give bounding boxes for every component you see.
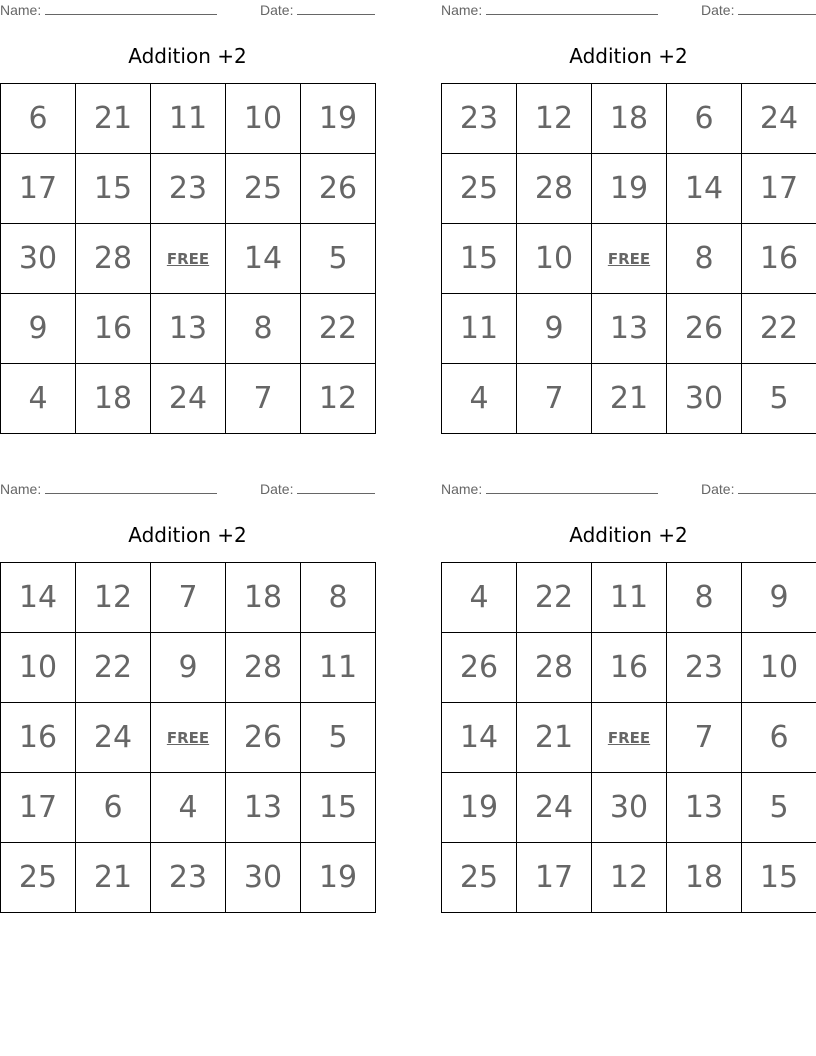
name-label: Name:	[0, 481, 42, 497]
grid-cell: 4	[151, 773, 226, 843]
grid-cell: 19	[301, 843, 376, 913]
grid-cell: 8	[667, 563, 742, 633]
grid-cell: 11	[442, 294, 517, 364]
grid-cell: 12	[592, 843, 667, 913]
grid-cell: 17	[742, 154, 816, 224]
grid-row	[442, 633, 816, 703]
grid-cell: 4	[442, 364, 517, 434]
grid-row	[1, 294, 376, 364]
grid-cell: 19	[592, 154, 667, 224]
grid-cell: 24	[742, 84, 816, 154]
grid-cell: 26	[301, 154, 376, 224]
grid-cell: 15	[301, 773, 376, 843]
grid-cell: 24	[517, 773, 592, 843]
grid-cell: 13	[151, 294, 226, 364]
grid-row	[442, 224, 816, 294]
name-label: Name:	[441, 2, 483, 18]
grid-cell: 6	[1, 84, 76, 154]
grid-cell: 30	[592, 773, 667, 843]
date-label: Date:	[260, 2, 294, 18]
grid-cell: 11	[151, 84, 226, 154]
name-field[interactable]	[0, 2, 217, 18]
grid-cell: 8	[667, 224, 742, 294]
grid-cell: 18	[76, 364, 151, 434]
grid-cell: 5	[742, 364, 816, 434]
grid-row	[1, 773, 376, 843]
grid-cell: 17	[517, 843, 592, 913]
grid-cell: 19	[442, 773, 517, 843]
grid-cell: 14	[442, 703, 517, 773]
date-blank-line	[297, 2, 375, 15]
grid-cell: 30	[226, 843, 301, 913]
grid-row	[442, 563, 816, 633]
grid-row	[442, 84, 816, 154]
grid-cell: 5	[301, 224, 376, 294]
grid-cell: 8	[226, 294, 301, 364]
name-date-header	[441, 481, 816, 499]
free-space-cell: FREE	[151, 224, 226, 294]
date-field[interactable]	[701, 2, 816, 18]
grid-cell: 7	[151, 563, 226, 633]
grid-cell: 9	[742, 563, 816, 633]
grid-cell: 7	[667, 703, 742, 773]
grid-cell: 14	[226, 224, 301, 294]
name-date-header	[441, 2, 816, 20]
date-field[interactable]	[260, 2, 375, 18]
bingo-card	[0, 0, 375, 432]
bingo-grid	[441, 562, 816, 913]
name-date-header	[0, 2, 375, 20]
grid-cell: 21	[592, 364, 667, 434]
grid-cell: 25	[442, 154, 517, 224]
card-title: Addition +2	[128, 44, 247, 68]
name-field[interactable]	[441, 481, 658, 497]
date-blank-line	[297, 481, 375, 494]
grid-cell: 22	[76, 633, 151, 703]
bingo-card	[441, 479, 816, 911]
name-blank-line	[486, 481, 658, 494]
grid-cell: 28	[226, 633, 301, 703]
free-space-cell: FREE	[151, 703, 226, 773]
bingo-card	[441, 0, 816, 432]
free-space-cell: FREE	[592, 224, 667, 294]
grid-cell: 17	[1, 154, 76, 224]
grid-cell: 26	[226, 703, 301, 773]
grid-cell: 25	[226, 154, 301, 224]
grid-cell: 9	[151, 633, 226, 703]
grid-cell: 15	[742, 843, 816, 913]
grid-cell: 10	[1, 633, 76, 703]
grid-cell: 11	[592, 563, 667, 633]
name-blank-line	[45, 2, 217, 15]
grid-cell: 23	[442, 84, 517, 154]
date-blank-line	[738, 481, 816, 494]
grid-cell: 30	[1, 224, 76, 294]
grid-cell: 21	[76, 843, 151, 913]
name-field[interactable]	[441, 2, 658, 18]
grid-row	[442, 843, 816, 913]
grid-cell: 15	[442, 224, 517, 294]
grid-cell: 4	[1, 364, 76, 434]
grid-row	[442, 703, 816, 773]
grid-cell: 12	[517, 84, 592, 154]
grid-row	[1, 563, 376, 633]
grid-cell: 13	[592, 294, 667, 364]
grid-cell: 10	[226, 84, 301, 154]
grid-row	[1, 84, 376, 154]
grid-row	[1, 633, 376, 703]
grid-cell: 16	[592, 633, 667, 703]
date-field[interactable]	[260, 481, 375, 497]
grid-cell: 19	[301, 84, 376, 154]
grid-cell: 15	[76, 154, 151, 224]
grid-cell: 7	[226, 364, 301, 434]
grid-cell: 26	[442, 633, 517, 703]
name-date-header	[0, 481, 375, 499]
grid-cell: 5	[301, 703, 376, 773]
grid-cell: 9	[1, 294, 76, 364]
grid-cell: 28	[517, 154, 592, 224]
grid-cell: 10	[517, 224, 592, 294]
card-title: Addition +2	[569, 44, 688, 68]
grid-cell: 18	[592, 84, 667, 154]
grid-cell: 23	[151, 843, 226, 913]
grid-cell: 25	[1, 843, 76, 913]
grid-cell: 6	[742, 703, 816, 773]
grid-cell: 25	[442, 843, 517, 913]
date-label: Date:	[701, 2, 735, 18]
grid-cell: 13	[226, 773, 301, 843]
grid-cell: 5	[742, 773, 816, 843]
grid-cell: 28	[76, 224, 151, 294]
card-title: Addition +2	[569, 523, 688, 547]
bingo-card	[0, 479, 375, 911]
grid-cell: 18	[667, 843, 742, 913]
grid-cell: 12	[76, 563, 151, 633]
grid-cell: 24	[151, 364, 226, 434]
date-field[interactable]	[701, 481, 816, 497]
grid-row	[1, 843, 376, 913]
grid-cell: 23	[667, 633, 742, 703]
grid-cell: 10	[742, 633, 816, 703]
grid-cell: 8	[301, 563, 376, 633]
free-space-cell: FREE	[592, 703, 667, 773]
grid-row	[442, 154, 816, 224]
grid-cell: 16	[1, 703, 76, 773]
name-blank-line	[45, 481, 217, 494]
grid-cell: 28	[517, 633, 592, 703]
name-label: Name:	[441, 481, 483, 497]
grid-cell: 7	[517, 364, 592, 434]
bingo-grid	[441, 83, 816, 434]
date-label: Date:	[701, 481, 735, 497]
grid-cell: 16	[76, 294, 151, 364]
grid-cell: 6	[76, 773, 151, 843]
grid-cell: 12	[301, 364, 376, 434]
card-title: Addition +2	[128, 523, 247, 547]
grid-cell: 13	[667, 773, 742, 843]
grid-cell: 22	[301, 294, 376, 364]
grid-cell: 14	[1, 563, 76, 633]
grid-row	[442, 364, 816, 434]
grid-cell: 24	[76, 703, 151, 773]
date-label: Date:	[260, 481, 294, 497]
bingo-grid	[0, 562, 376, 913]
grid-cell: 14	[667, 154, 742, 224]
grid-cell: 4	[442, 563, 517, 633]
bingo-grid	[0, 83, 376, 434]
grid-cell: 23	[151, 154, 226, 224]
grid-cell: 21	[517, 703, 592, 773]
grid-cell: 16	[742, 224, 816, 294]
name-blank-line	[486, 2, 658, 15]
grid-cell: 18	[226, 563, 301, 633]
grid-row	[1, 154, 376, 224]
grid-cell: 17	[1, 773, 76, 843]
grid-cell: 11	[301, 633, 376, 703]
grid-cell: 6	[667, 84, 742, 154]
date-blank-line	[738, 2, 816, 15]
grid-row	[1, 224, 376, 294]
grid-cell: 22	[742, 294, 816, 364]
grid-row	[1, 703, 376, 773]
grid-cell: 30	[667, 364, 742, 434]
grid-row	[1, 364, 376, 434]
grid-row	[442, 773, 816, 843]
grid-cell: 26	[667, 294, 742, 364]
grid-cell: 22	[517, 563, 592, 633]
grid-cell: 9	[517, 294, 592, 364]
grid-row	[442, 294, 816, 364]
name-field[interactable]	[0, 481, 217, 497]
grid-cell: 21	[76, 84, 151, 154]
name-label: Name:	[0, 2, 42, 18]
